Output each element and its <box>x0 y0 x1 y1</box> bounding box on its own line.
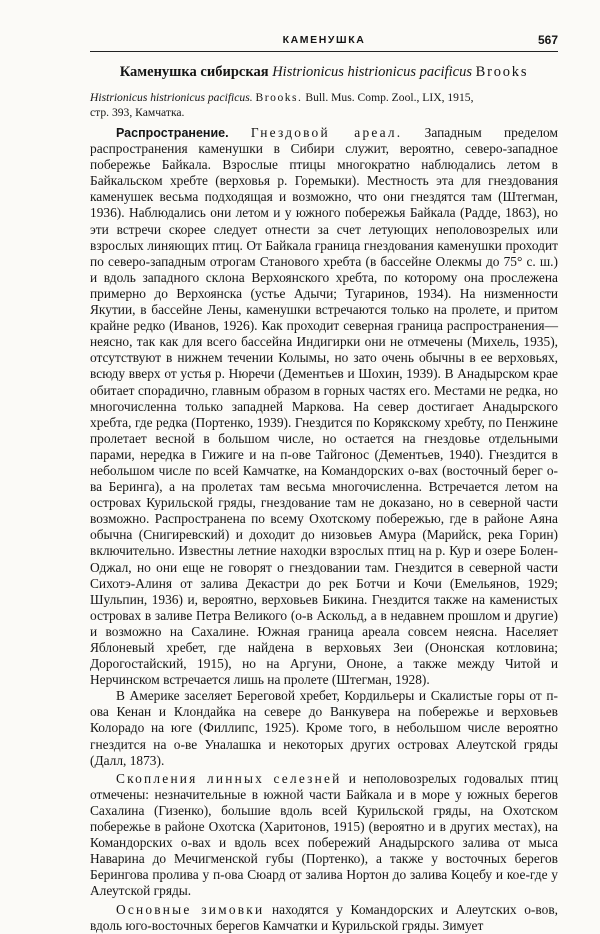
distribution-paragraph <box>90 125 558 688</box>
range-term: Гнездовой ареал. <box>250 125 403 140</box>
page-number: 567 <box>537 33 558 47</box>
molt-paragraph <box>90 771 558 900</box>
winter-text: находятся у Командорских и Алеутских о-вов, вдоль юго-восточных берегов Камчатки и Курильской гряды. Зимует <box>90 901 558 933</box>
range-text: Западным пределом распространения каменушки в Сибири служит, вероятно, северо-западное побережье Байкала. Взрослые птицы многократно наблюдались летом в Байкальском хребте (верховья р. Горемыки). Местность эта для гнездования каменушек весьма подходящая и возможно, что они гнездятся там (Штегман, 1936). Наблюдались они летом и у южного побережья Байкала (Радде, 1863), но эти встречи скорее следует отнести за счет летующих неполовозрелых или взрослых линяющих птиц. От Байкала граница гнездования каменушки проходит по северо-западным отрогам Станового хребта (в бассейне Олекмы до 75° с. ш.) и вдоль западного склона Верхоянского хребта, по которому она прослежена примерно до Верхоянска (устье Адычи; Тугаринов, 1934). На низменности Якутии, в бассейне Лены, каменушки встречаются только на пролете, и притом крайне редко (Иванов, 1926). Как проходит северная граница распространения—неясно, так как для всего бассейна Индигирки они не отмечены (Михель, 1935), отсутствуют в нижнем течении Колымы, но зато очень обычны в ее верховьях, всюду вверх от устья р. Нюречи (Дементьев и Шохин, 1939). В Анадырском крае обитает спорадично, главным образом в горных частях его. Местами не редка, но многочисленна только западней Маркова. На север достигает Анадырского хребта, где редка (Портенко, 1939). Гнездится по Корякскому хребту, по Пенжине пролетает весной в большом числе, но остается на гнездовье отдельными парами, нередка в Гижиге и на п-ове Тайгонос (Дементьев, 1940). Гнездится в небольшом числе по всей Камчатке, на Командорских о-вах (восточный берег о-ва Беринга), а на пролетах там весьма многочисленна. Встречается летом на островах Курильской гряды, гнездование там не доказано, но в северной части возможно. Распространена по всему Охотскому побережью, где в районе Аяна обычна (Снигиревский) и доходит до низовьев Амура (Марийск, река Горин) включительно. Известны летние находки взрослых птиц на р. Кур и озере Болен-Оджал, но они еще не говорят о гнездовании там. Гнездится в северной части Сихотэ-Алиня от залива Декастри до рек Ботчи и Кочи (Емельянов, 1929; Шульпин, 1936) и, вероятно, верховьев Бикина. Гнездится также на каменистых островах в заливе Петра Великого (о-в Аскольд, а в недавнем прошлом и другие) и возможно на Сахалине. Южная граница ареала совсем неясна. Населяет Яблоневый хребет, где найдена в верховьях Зеи (Ононская котловина; Дорогостайский, 1915), но на Аргуни, Ононе, а также между Читой и Нерчинском встречается лишь на пролете (Штегман, 1928). <box>90 125 558 688</box>
scientific-name: Histrionicus histrionicus pacificus <box>272 64 472 80</box>
winter-term: Основные зимовки <box>116 901 265 917</box>
molt-term: Скопления линных селезней <box>116 770 342 786</box>
header-rule <box>90 51 558 52</box>
synonym-reference: Bull. Mus. Comp. Zool., LIX, 1915, <box>305 91 474 104</box>
molt-text: и неполовозрелых годовалых птиц отмечены: незначительные в южной части Байкала и в море у южных берегов Сахалина (Гизенко), большие вдоль всей Курильской гряды, на Охотском побережье в районе Охотска (Харитонов, 1915) (вероятно и в других местах), на Командорских о-вах и вдоль всех побережий Анадырского залива от мыса Наварина до Мечигменской губы (Портенко), а также у восточных берегов Берингова пролива у п-ова Сюард от залива Нортон до залива Коцебу и кое-где у Алеутской гряды. <box>90 770 558 899</box>
page-header <box>90 34 558 52</box>
synonym-reference-cont: стр. 393, Камчатка. <box>90 106 185 119</box>
synonym-author: Brooks. <box>255 91 303 104</box>
winter-paragraph <box>90 902 558 934</box>
species-author: Brooks <box>475 64 529 80</box>
running-title: КАМЕНУШКА <box>282 34 366 46</box>
america-paragraph: В Америке заселяет Береговой хребет, Кордильеры и Скалистые горы от п-ова Кенан и Клондайка на севере до Ванкувера на побережье и верховьев Колорадо на юге (Филлипс, 1925). Кроме того, в небольшом числе вероятно гнездится на о-ве Уналашка и некоторых других островах Алеутской гряды (Далл, 1873). <box>90 688 558 768</box>
species-title <box>90 64 558 81</box>
body-text <box>90 125 558 934</box>
synonymy-reference <box>90 90 558 120</box>
synonym-scientific-name: Histrionicus histrionicus pacificus. <box>90 91 253 104</box>
section-heading: Распространение. <box>116 126 229 140</box>
common-name: Каменушка сибирская <box>119 64 269 80</box>
